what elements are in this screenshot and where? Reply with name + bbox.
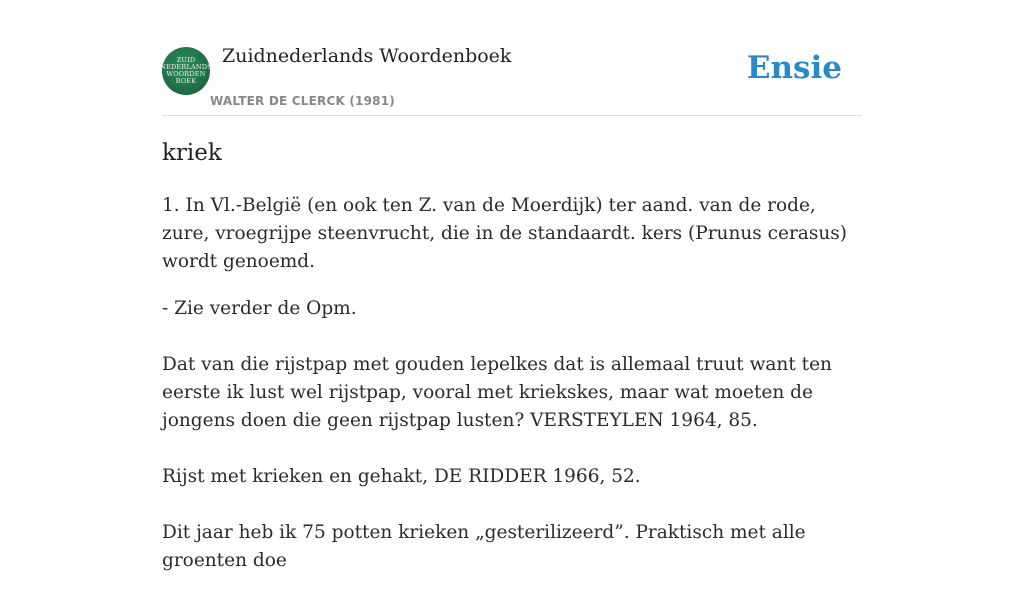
logo-line: BOEK bbox=[175, 77, 197, 85]
citation-quote: Rijst met krieken en gehakt, DE RIDDER 1966, 52. bbox=[162, 466, 641, 487]
logo-line: ZUID bbox=[176, 56, 196, 64]
definition: 1. In Vl.-België (en ook ten Z. van de Moerdijk) ter aand. van de rode, zure, vroegrijpe steenvrucht, die in de standaardt. kers (Prunus cerasus) wordt genoemd. bbox=[162, 195, 847, 272]
citation-quote: Dat van die rijstpap met gouden lepelkes dat is allemaal truut want ten eerste ik lust wel rijstpap, vooral met kriekskes, maar wat moeten de jongens doen die geen rijstpap lusten? VERSTEYLEN 1964, 85. bbox=[162, 354, 832, 431]
entry-body bbox=[162, 192, 862, 603]
entry-header bbox=[162, 0, 862, 116]
book-title-link[interactable]: Zuidnederlands Woordenboek bbox=[222, 45, 512, 67]
logo-line: WOORDEN bbox=[166, 70, 206, 78]
book-author: WALTER DE CLERCK (1981) bbox=[210, 94, 395, 108]
ensie-logo-link[interactable]: Ensie bbox=[746, 50, 842, 86]
content-column bbox=[160, 0, 862, 571]
see-also-note: - Zie verder de Opm. bbox=[162, 298, 357, 319]
headword: kriek bbox=[162, 140, 222, 166]
logo-line: NEDERLANDS bbox=[160, 63, 212, 71]
citation-quote: Dit jaar heb ik 75 potten krieken „gesterilizeerd”. Praktisch met alle groenten doe bbox=[162, 522, 806, 571]
book-cover-logo[interactable] bbox=[162, 47, 210, 95]
